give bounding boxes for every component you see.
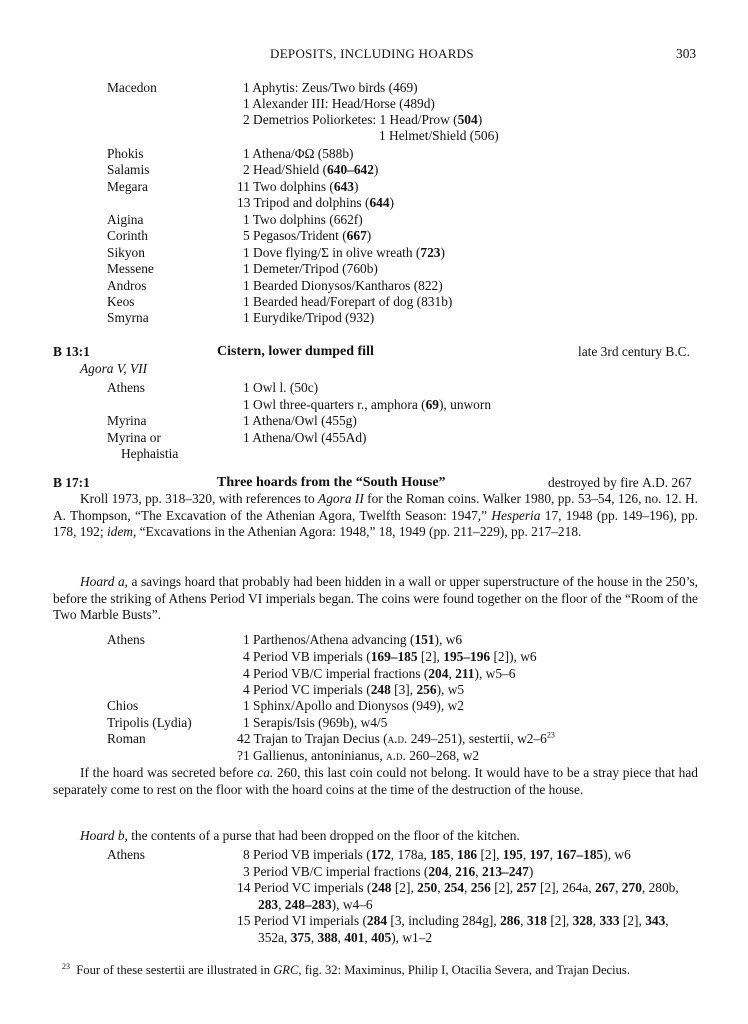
footnote-text: Four of these sestertii are illustrated in GRC, fig. 32: Maximinus, Philip I, Otacilia Severa, and Trajan Decius. xyxy=(76,963,630,977)
hoard-b-intro: Hoard b, the contents of a purse that had been dropped on the floor of the kitchen. xyxy=(80,828,520,843)
coin-entry: 1 Two dolphins (662f) xyxy=(243,212,363,227)
place-label: Roman xyxy=(107,731,146,746)
deposit-title: Three hoards from the “South House” xyxy=(217,475,446,490)
place-label: Myrina or xyxy=(107,430,161,445)
bibliography-paragraph: Kroll 1973, pp. 318–320, with references to Agora II for the Roman coins. Walker 1980, pp. 53–54, 126, no. 12. H. A. Thompson, “The Excavation of the Athenian Agora, Twelfth Season: 1947,” Hesperia 17, 1948 (pp. 149–196), pp. 178, 192; idem, “Excavations in the Athenian Agora: 1948,” 18, 1949 (pp. 211–229), pp. 217–218. xyxy=(53,491,699,540)
hoard-a-intro: Hoard a, a savings hoard that probably had been hidden in a wall or upper superstructure of the house in the 250’s, before the striking of Athens Period VI imperials began. The coins were found together on the floor of the “Room of the Two Marble Busts”. xyxy=(53,574,699,623)
coin-entry: 15 Period VI imperials (284 [3, including 284g], 286, 318 [2], 328, 333 [2], 343, xyxy=(237,913,669,928)
coin-entry: 42 Trajan to Trajan Decius (a.d. 249–251), sestertii, $w2-6^{23}$ xyxy=(237,730,555,746)
place-label: Sikyon xyxy=(107,245,145,260)
coin-entry: 1 Demeter/Tripod (760b) xyxy=(243,261,378,276)
deposit-reference: Agora V, VII xyxy=(80,361,148,376)
coin-entry: 4 Period VC imperials (248 [3], 256), w5 xyxy=(243,682,465,697)
deposit-date: late 3rd century B.C. xyxy=(578,344,690,359)
place-label: Messene xyxy=(107,261,154,276)
deposit-id: B 13:1 xyxy=(53,344,90,359)
coin-entry: 1 Athena/ΦΩ (588b) xyxy=(243,146,354,161)
running-title: DEPOSITS, INCLUDING HOARDS xyxy=(270,46,474,61)
place-label: Athens xyxy=(107,380,145,395)
footnote xyxy=(62,962,630,978)
coin-entry: 1 Athena/Owl (455g) xyxy=(243,413,357,428)
place-label: Corinth xyxy=(107,228,148,243)
coin-entry: 1 Bearded Dionysos/Kantharos (822) xyxy=(243,278,443,293)
page-number: 303 xyxy=(676,46,697,61)
coin-entry: 1 Eurydike/Tripod (932) xyxy=(243,310,375,325)
place-label: Athens xyxy=(107,632,145,647)
place-label: Macedon xyxy=(107,80,157,95)
coin-entry: 2 Demetrios Poliorketes: 1 Head/Prow (504) xyxy=(243,112,483,127)
place-label: Andros xyxy=(107,278,147,293)
place-label: Megara xyxy=(107,179,148,194)
place-label: Hephaistia xyxy=(121,446,179,461)
coin-entry: 1 Parthenos/Athena advancing (151), w6 xyxy=(243,632,463,647)
place-label: Aigina xyxy=(107,212,144,227)
coin-entry: 8 Period VB imperials (172, 178a, 185, 186 [2], 195, 197, 167–185), w6 xyxy=(243,847,631,862)
coin-entry: 1 Athena/Owl (455Ad) xyxy=(243,430,367,445)
coin-entry: 1 Sphinx/Apollo and Dionysos (949), w2 xyxy=(243,698,464,713)
place-label: Tripolis (Lydia) xyxy=(107,715,192,730)
hoard-a-note: If the hoard was secreted before ca. 260, this last coin could not belong. It would have to be a stray piece that had separately come to rest on the floor with the hoard coins at the time of the destruction of the house. xyxy=(53,765,698,797)
coin-entry: 1 Owl l. (50c) xyxy=(243,380,319,395)
place-label: Smyrna xyxy=(107,310,149,325)
coin-entry: 1 Dove flying/Σ in olive wreath (723) xyxy=(243,245,445,260)
coin-entry: 1 Owl three-quarters r., amphora (69), unworn xyxy=(243,397,492,412)
deposit-date: destroyed by fire A.D. 267 xyxy=(548,475,692,490)
coin-entry: 14 Period VC imperials (248 [2], 250, 254, 256 [2], 257 [2], 264a, 267, 270, 280b, xyxy=(237,880,679,895)
coin-entry: 1 Serapis/Isis (969b), w4/5 xyxy=(243,715,388,730)
coin-entry: 283, 248–283), w4–6 xyxy=(258,897,373,912)
place-label: Myrina xyxy=(107,413,147,428)
coin-entry: 352a, 375, 388, 401, 405), w1–2 xyxy=(258,930,433,945)
coin-entry: 11 Two dolphins (643) xyxy=(237,179,359,194)
coin-entry: 5 Pegasos/Trident (667) xyxy=(243,228,372,243)
coin-entry: 3 Period VB/C imperial fractions (204, 216, 213–247) xyxy=(243,864,534,879)
place-label: Chios xyxy=(107,698,139,713)
place-label: Athens xyxy=(107,847,145,862)
coin-entry: 1 Aphytis: Zeus/Two birds (469) xyxy=(243,80,418,95)
coin-entry: ?1 Gallienus, antoninianus, a.d. 260–268, w2 xyxy=(237,748,480,763)
deposit-id: B 17:1 xyxy=(53,475,90,490)
place-label: Phokis xyxy=(107,146,144,161)
coin-entry: 4 Period VB/C imperial fractions (204, 211), w5–6 xyxy=(243,666,516,681)
coin-entry: 1 Alexander III: Head/Horse (489d) xyxy=(243,96,435,111)
footnote-number: 23 xyxy=(62,961,70,971)
place-label: Keos xyxy=(107,294,135,309)
coin-entry: 1 Helmet/Shield (506) xyxy=(379,128,499,143)
coin-entry: 2 Head/Shield (640–642) xyxy=(243,162,379,177)
coin-entry: 1 Bearded head/Forepart of dog (831b) xyxy=(243,294,453,309)
coin-entry: 4 Period VB imperials (169–185 [2], 195–196 [2]), w6 xyxy=(243,649,537,664)
place-label: Salamis xyxy=(107,162,150,177)
coin-entry: 13 Tripod and dolphins (644) xyxy=(237,195,394,210)
deposit-title: Cistern, lower dumped fill xyxy=(217,344,374,359)
footnote-marker[interactable]: 23 xyxy=(546,730,555,740)
